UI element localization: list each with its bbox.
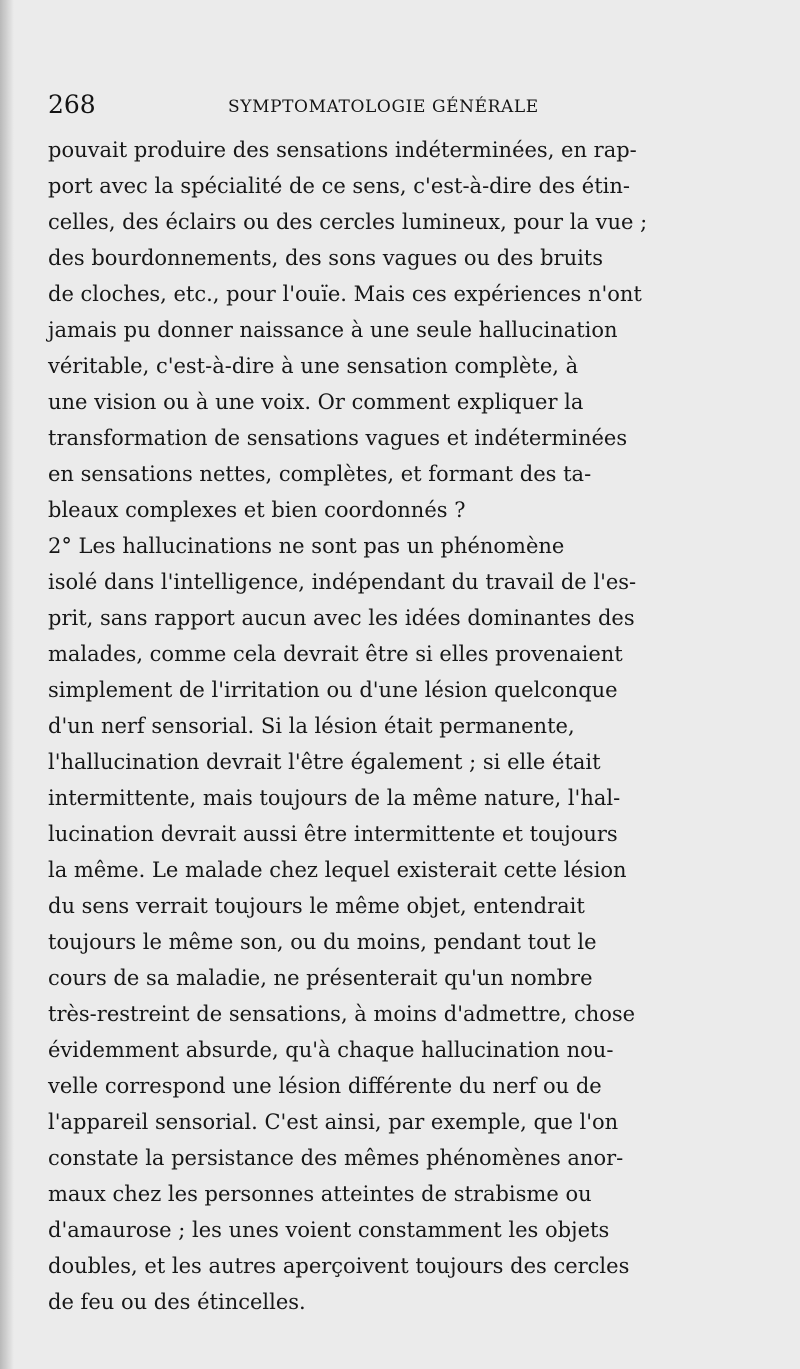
text-line: évidemment absurde, qu'à chaque hallucination nou- — [48, 1038, 614, 1062]
text-line: la même. Le malade chez lequel existerait cette lésion — [48, 858, 627, 882]
text-line: l'hallucination devrait l'être également ; si elle était — [48, 750, 601, 774]
text-line: velle correspond une lésion différente du nerf ou de — [48, 1074, 602, 1098]
text-line: véritable, c'est-à-dire à une sensation complète, à — [48, 354, 579, 378]
text-line: en sensations nettes, complètes, et formant des ta- — [48, 462, 592, 486]
page-gutter-shadow — [0, 0, 14, 1369]
page-number: 268 — [48, 90, 96, 119]
text-line: très-restreint de sensations, à moins d'admettre, chose — [48, 1002, 636, 1026]
text-line: pouvait produire des sensations indéterminées, en rap- — [48, 138, 637, 162]
text-line: une vision ou à une voix. Or comment expliquer la — [48, 390, 584, 414]
text-line: simplement de l'irritation ou d'une lésion quelconque — [48, 678, 618, 702]
text-line: constate la persistance des mêmes phénomènes anor- — [48, 1146, 624, 1170]
body-text — [48, 132, 758, 1320]
text-line: 2° Les hallucinations ne sont pas un phénomène — [48, 534, 565, 558]
text-line: intermittente, mais toujours de la même nature, l'hal- — [48, 786, 621, 810]
text-line: lucination devrait aussi être intermittente et toujours — [48, 822, 618, 846]
page-header — [48, 88, 768, 122]
text-line: maux chez les personnes atteintes de strabisme ou — [48, 1182, 592, 1206]
text-line: malades, comme cela devrait être si elles provenaient — [48, 642, 623, 666]
text-line: isolé dans l'intelligence, indépendant du travail de l'es- — [48, 570, 637, 594]
text-line: doubles, et les autres aperçoivent toujours des cercles — [48, 1254, 630, 1278]
text-line: de feu ou des étincelles. — [48, 1290, 306, 1314]
text-line: des bourdonnements, des sons vagues ou des bruits — [48, 246, 604, 270]
text-line: de cloches, etc., pour l'ouïe. Mais ces expériences n'ont — [48, 282, 642, 306]
text-line: du sens verrait toujours le même objet, entendrait — [48, 894, 585, 918]
text-line: port avec la spécialité de ce sens, c'est-à-dire des étin- — [48, 174, 631, 198]
text-line: d'amaurose ; les unes voient constamment les objets — [48, 1218, 610, 1242]
text-line: toujours le même son, ou du moins, pendant tout le — [48, 930, 597, 954]
text-line: transformation de sensations vagues et indéterminées — [48, 426, 628, 450]
running-head: SYMPTOMATOLOGIE GÉNÉRALE — [228, 97, 539, 117]
text-line: cours de sa maladie, ne présenterait qu'un nombre — [48, 966, 593, 990]
text-line: bleaux complexes et bien coordonnés ? — [48, 498, 466, 522]
text-line: l'appareil sensorial. C'est ainsi, par exemple, que l'on — [48, 1110, 619, 1134]
text-line: prit, sans rapport aucun avec les idées dominantes des — [48, 606, 635, 630]
text-line: celles, des éclairs ou des cercles lumineux, pour la vue ; — [48, 210, 648, 234]
text-line: jamais pu donner naissance à une seule hallucination — [48, 318, 618, 342]
text-line: d'un nerf sensorial. Si la lésion était permanente, — [48, 714, 575, 738]
